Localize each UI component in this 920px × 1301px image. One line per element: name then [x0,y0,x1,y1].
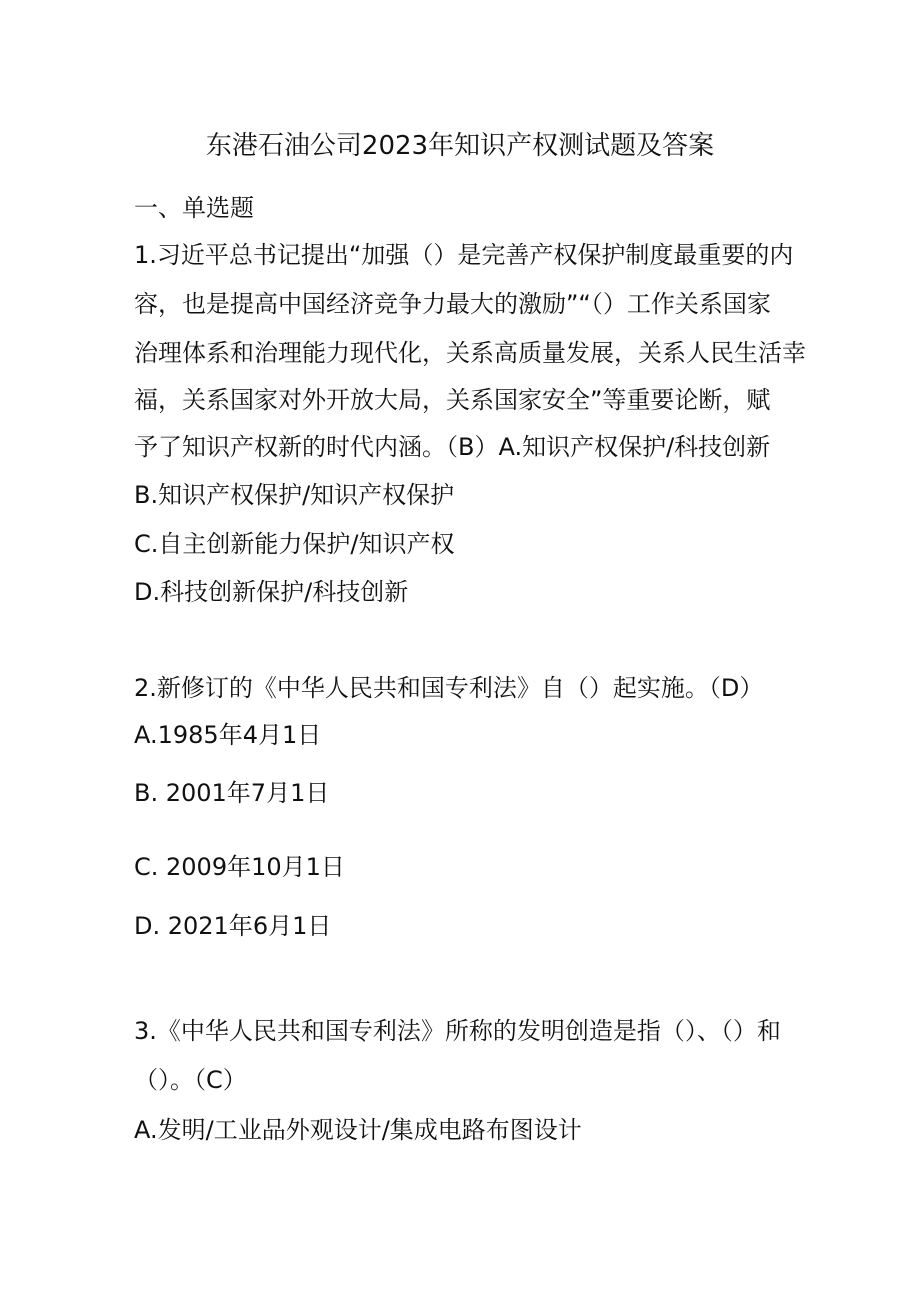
section-heading: 一、单选题 [134,194,254,222]
question-2-option-d: D. 2021年6月1日 [134,912,332,940]
question-1-line-1: 1.习近平总书记提出“加强（）是完善产权保护制度最重要的内 [134,241,794,269]
question-1-line-2: 容，也是提高中国经济竞争力最大的激励”“（）工作关系国家 [134,290,771,318]
question-1-line-3: 治理体系和治理能力现代化，关系高质量发展，关系人民生活幸 [134,339,806,367]
question-2-option-b: B. 2001年7月1日 [134,779,330,807]
question-1-option-b: B.知识产权保护/知识产权保护 [134,481,455,509]
question-2-line-1: 2.新修订的《中华人民共和国专利法》自（）起实施。（D） [134,674,764,702]
document-title: 东港石油公司2023年知识产权测试题及答案 [205,131,715,161]
question-3-option-a: A.发明/工业品外观设计/集成电路布图设计 [134,1116,582,1144]
question-1-line-4: 福，关系国家对外开放大局，关系国家安全”等重要论断，赋 [134,386,771,414]
question-3-line-1: 3.《中华人民共和国专利法》所称的发明创造是指（）、（）和 [134,1017,781,1045]
question-2-option-c: C. 2009年10月1日 [134,853,345,881]
question-3-line-2: （）。（C） [134,1066,247,1094]
question-1-option-c: C.自主创新能力保护/知识产权 [134,530,455,558]
question-2-option-a: A.1985年4月1日 [134,721,322,749]
question-1-line-5: 予了知识产权新的时代内涵。（B）A.知识产权保护/科技创新 [134,433,771,461]
question-1-option-d: D.科技创新保护/科技创新 [134,578,409,606]
